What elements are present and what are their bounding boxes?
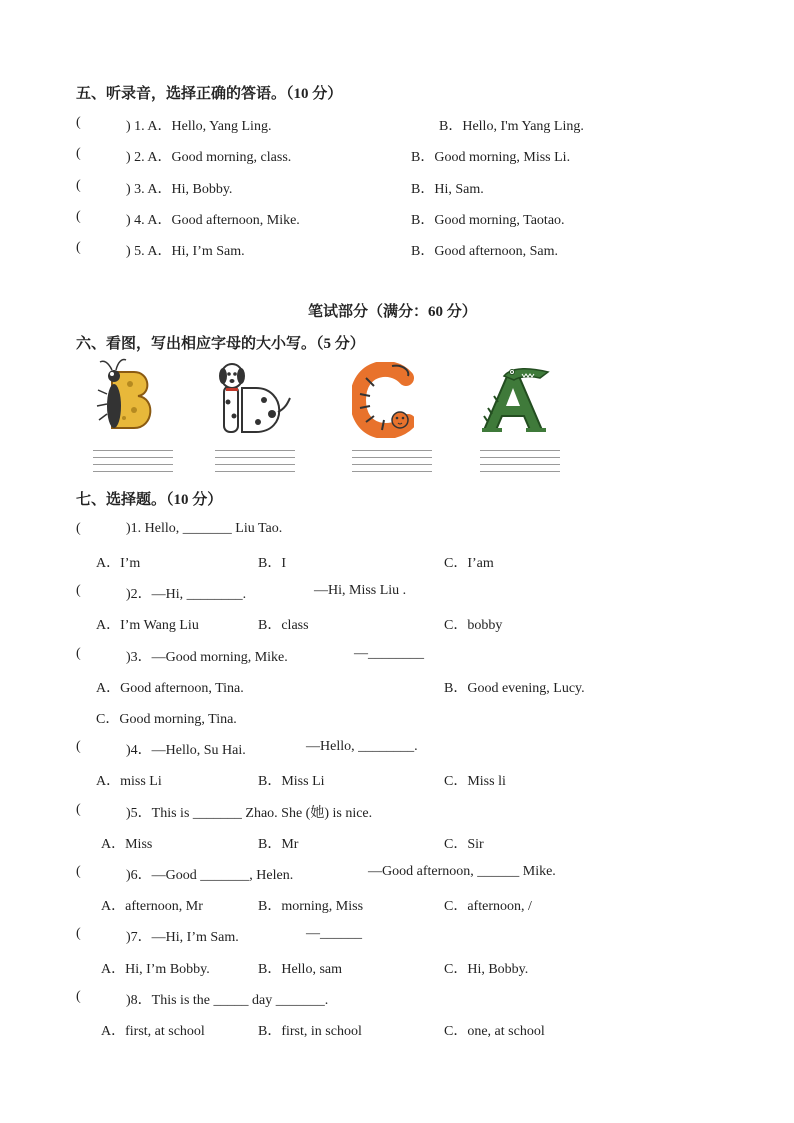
picture-a-crocodile (478, 364, 552, 436)
listening-item-5 (76, 240, 734, 260)
question-3-options-2 (96, 708, 734, 728)
question-response: —______ (306, 926, 362, 941)
question-8-options (101, 1020, 734, 1040)
listening-item-4 (76, 209, 734, 229)
listening-item-2 (76, 146, 734, 166)
question-6-options (101, 895, 734, 915)
option-c[interactable]: C．Miss li (444, 774, 506, 789)
option-a[interactable]: A．I’m (96, 556, 141, 571)
option-c[interactable]: C．one, at school (444, 1024, 545, 1039)
option-c[interactable]: C．Hi, Bobby. (444, 962, 529, 977)
option-a[interactable]: A．Miss (101, 837, 153, 852)
question-stem: )6．—Good _______, Helen. (126, 868, 294, 883)
answer-paren[interactable]: ( (76, 646, 81, 661)
option-b[interactable]: B．Miss Li (258, 774, 325, 789)
picture-d-dalmatian (216, 362, 294, 438)
answer-paren[interactable]: ( (76, 583, 81, 598)
picture-c-tiger (352, 362, 414, 438)
option-a[interactable]: A．Good afternoon, Tina. (96, 681, 244, 696)
question-stem: )7．—Hi, I’m Sam. (126, 930, 239, 945)
option-a[interactable]: A．afternoon, Mr (101, 899, 203, 914)
option-b[interactable]: B．first, in school (258, 1024, 362, 1039)
writing-lines-3[interactable] (352, 450, 432, 478)
writing-lines-1[interactable] (93, 450, 173, 478)
answer-paren[interactable]: ( (76, 178, 81, 193)
answer-paren[interactable]: ( (76, 521, 81, 536)
letter-c-tiger-icon (352, 362, 414, 438)
section6-title: 六、看图，写出相应字母的大小写。（5 分） (76, 336, 365, 352)
option-a[interactable]: A．I’m Wang Liu (96, 618, 199, 633)
option-a: ) 4. A．Good afternoon, Mike. (126, 213, 300, 228)
question-stem: )8．This is the _____ day _______. (126, 993, 329, 1008)
answer-paren[interactable]: ( (76, 146, 81, 161)
question-2-options (96, 614, 734, 634)
option-b[interactable]: B．Good evening, Lucy. (444, 681, 585, 696)
answer-paren[interactable]: ( (76, 864, 81, 879)
question-response: —Good afternoon, ______ Mike. (368, 864, 556, 879)
option-a: ) 3. A．Hi, Bobby. (126, 182, 233, 197)
listening-item-1 (76, 115, 734, 135)
option-c[interactable]: C．I’am (444, 556, 494, 571)
question-stem: )2．—Hi, ________. (126, 587, 247, 602)
option-b: B．Good afternoon, Sam. (411, 244, 558, 259)
option-a[interactable]: A．Hi, I’m Bobby. (101, 962, 210, 977)
written-part-title: 笔试部分（满分：60 分） (308, 304, 477, 320)
listening-item-3 (76, 178, 734, 198)
section7-title: 七、选择题。（10 分） (76, 492, 223, 508)
option-b[interactable]: B．Mr (258, 837, 299, 852)
answer-paren[interactable]: ( (76, 802, 81, 817)
answer-paren[interactable]: ( (76, 115, 81, 130)
letter-d-dalmatian-icon (216, 362, 294, 438)
option-c[interactable]: C．Sir (444, 837, 484, 852)
option-b: B．Good morning, Miss Li. (411, 150, 571, 165)
question-stem: )5．This is _______ Zhao. She (她) is nice. (126, 806, 373, 821)
question-4-options (96, 770, 734, 790)
answer-paren[interactable]: ( (76, 739, 81, 754)
option-a: ) 2. A．Good morning, class. (126, 150, 292, 165)
question-stem: )1. Hello, _______ Liu Tao. (126, 521, 283, 536)
question-response: —________ (354, 646, 424, 661)
question-1-options (96, 552, 734, 572)
question-3-options (96, 677, 734, 697)
option-b[interactable]: B．I (258, 556, 286, 571)
option-c[interactable]: C．Good morning, Tina. (96, 712, 237, 727)
writing-lines-2[interactable] (215, 450, 295, 478)
question-response: —Hi, Miss Liu . (314, 583, 407, 598)
option-c[interactable]: C．afternoon, / (444, 899, 532, 914)
question-response: —Hello, ________. (306, 739, 418, 754)
option-c[interactable]: C．bobby (444, 618, 503, 633)
option-a: ) 5. A．Hi, I’m Sam. (126, 244, 245, 259)
question-stem: )3．—Good morning, Mike. (126, 650, 288, 665)
writing-lines-4[interactable] (480, 450, 560, 478)
section5-title: 五、听录音，选择正确的答语。（10 分） (76, 86, 343, 102)
option-b: B．Good morning, Taotao. (411, 213, 565, 228)
picture-b-ant (94, 358, 164, 436)
option-a[interactable]: A．miss Li (96, 774, 162, 789)
option-b[interactable]: B．Hello, sam (258, 962, 342, 977)
option-a: ) 1. A．Hello, Yang Ling. (126, 119, 272, 134)
option-b[interactable]: B．morning, Miss (258, 899, 364, 914)
letter-a-crocodile-icon (478, 364, 552, 436)
option-b: B．Hi, Sam. (411, 182, 484, 197)
option-a[interactable]: A．first, at school (101, 1024, 205, 1039)
answer-paren[interactable]: ( (76, 240, 81, 255)
answer-paren[interactable]: ( (76, 209, 81, 224)
answer-paren[interactable]: ( (76, 926, 81, 941)
option-b: B．Hello, I'm Yang Ling. (439, 119, 584, 134)
question-stem: )4．—Hello, Su Hai. (126, 743, 246, 758)
letter-b-ant-icon (94, 358, 164, 436)
option-b[interactable]: B．class (258, 618, 309, 633)
question-7-options (101, 958, 734, 978)
answer-paren[interactable]: ( (76, 989, 81, 1004)
question-5-options (101, 833, 734, 853)
